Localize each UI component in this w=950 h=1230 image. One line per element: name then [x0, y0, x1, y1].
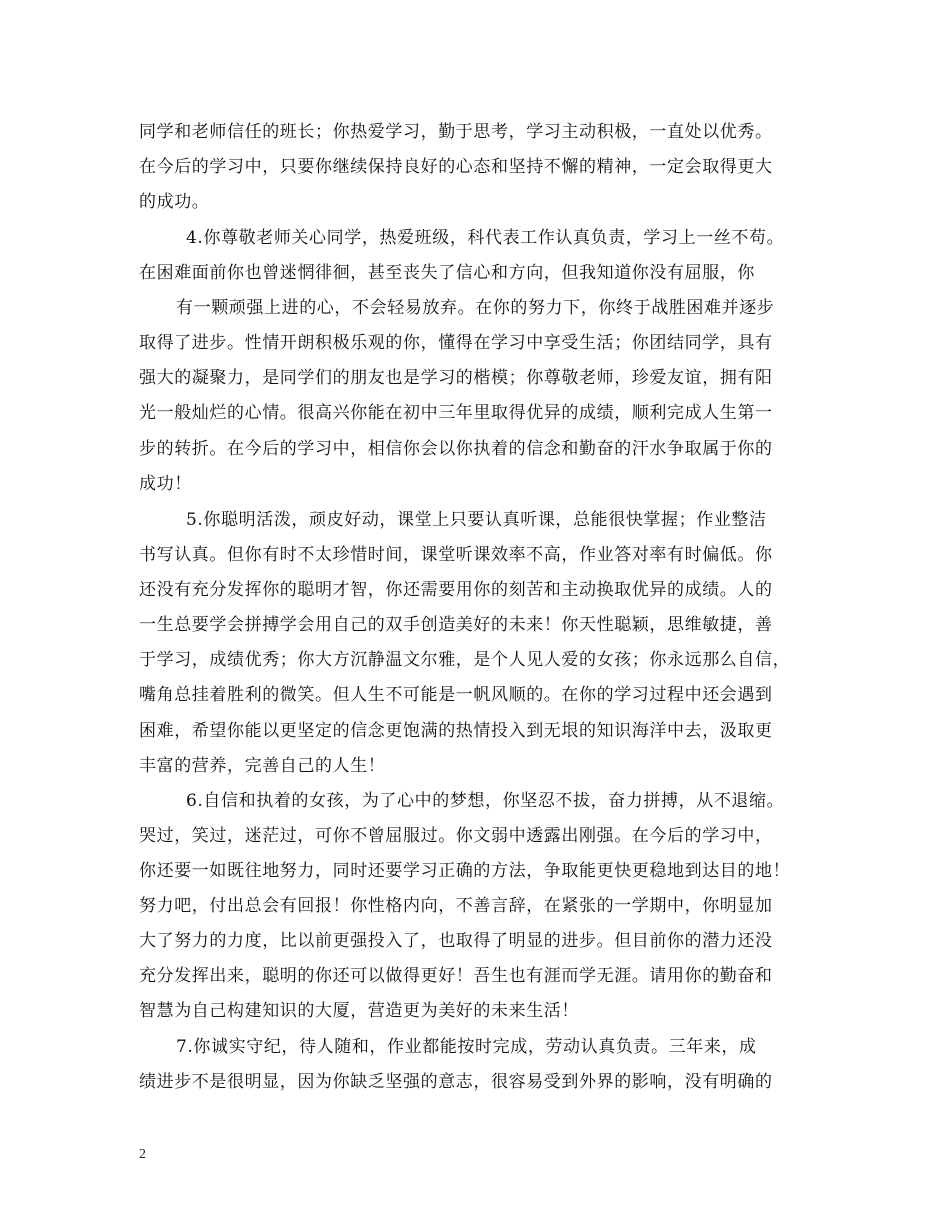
text-line: 还没有充分发挥你的聪明才智，你还需要用你的刻苦和主动换取优异的成绩。人的	[139, 580, 773, 600]
text-line: 一生总要学会拼搏学会用自己的双手创造美好的未来！你天性聪颖，思维敏捷，善	[139, 615, 773, 635]
paragraph-start-6: 6.自信和执着的女孩，为了心中的梦想，你坚忍不拔，奋力拼搏，从不退缩。	[186, 791, 785, 811]
page-number: 2	[139, 1147, 146, 1162]
text-line: 你还要一如既往地努力，同时还要学习正确的方法，争取能更快更稳地到达目的地！	[139, 861, 791, 881]
text-line: 成功！	[139, 474, 192, 494]
paragraph-start-5: 5.你聪明活泼，顽皮好动，课堂上只要认真听课，总能很快掌握；作业整洁	[186, 510, 767, 530]
text-line: 的成功。	[139, 192, 210, 212]
paragraph-start-7: 7.你诚实守纪，待人随和，作业都能按时完成，劳动认真负责。三年来，成	[176, 1037, 757, 1057]
text-line: 取得了进步。性情开朗积极乐观的你，懂得在学习中享受生活；你团结同学，具有	[139, 333, 773, 353]
text-line: 绩进步不是很明显，因为你缺乏坚强的意志，很容易受到外界的影响，没有明确的	[139, 1072, 773, 1092]
text-line: 于学习，成绩优秀；你大方沉静温文尔雅，是个人见人爱的女孩；你永远那么自信，	[139, 650, 791, 670]
text-line: 智慧为自己构建知识的大厦，营造更为美好的未来生活！	[139, 1001, 579, 1021]
text-line: 努力吧，付出总会有回报！你性格内向，不善言辞，在紧张的一学期中，你明显加	[139, 896, 773, 916]
paragraph-start-4: 4.你尊敬老师关心同学，热爱班级，科代表工作认真负责，学习上一丝不苟。	[186, 228, 785, 248]
text-line: 光一般灿烂的心情。很高兴你能在初中三年里取得优异的成绩，顺利完成人生第一	[139, 403, 773, 423]
text-line: 强大的凝聚力，是同学们的朋友也是学习的楷模；你尊敬老师，珍爱友谊，拥有阳	[139, 368, 773, 388]
text-line: 困难，希望你能以更坚定的信念更饱满的热情投入到无垠的知识海洋中去，汲取更	[139, 721, 773, 741]
text-line: 同学和老师信任的班长；你热爱学习，勤于思考，学习主动积极，一直处以优秀。	[139, 122, 773, 142]
text-line: 哭过，笑过，迷茫过，可你不曾屈服过。你文弱中透露出刚强。在今后的学习中，	[139, 826, 773, 846]
text-line: 书写认真。但你有时不太珍惜时间，课堂听课效率不高，作业答对率有时偏低。你	[139, 545, 773, 565]
text-line: 充分发挥出来，聪明的你还可以做得更好！吾生也有涯而学无涯。请用你的勤奋和	[139, 966, 773, 986]
text-line: 在今后的学习中，只要你继续保持良好的心态和坚持不懈的精神，一定会取得更大	[139, 157, 773, 177]
text-line: 大了努力的力度，比以前更强投入了，也取得了明显的进步。但目前你的潜力还没	[139, 931, 773, 951]
text-line: 丰富的营养，完善自己的人生！	[139, 756, 386, 776]
text-line: 嘴角总挂着胜利的微笑。但人生不可能是一帆风顺的。在你的学习过程中还会遇到	[139, 685, 773, 705]
text-line: 有一颗顽强上进的心，不会轻易放弃。在你的努力下，你终于战胜困难并逐步	[176, 298, 775, 318]
text-line: 在困难面前你也曾迷惘徘徊，甚至丧失了信心和方向，但我知道你没有屈服，你	[139, 263, 755, 283]
text-line: 步的转折。在今后的学习中，相信你会以你执着的信念和勤奋的汗水争取属于你的	[139, 439, 773, 459]
